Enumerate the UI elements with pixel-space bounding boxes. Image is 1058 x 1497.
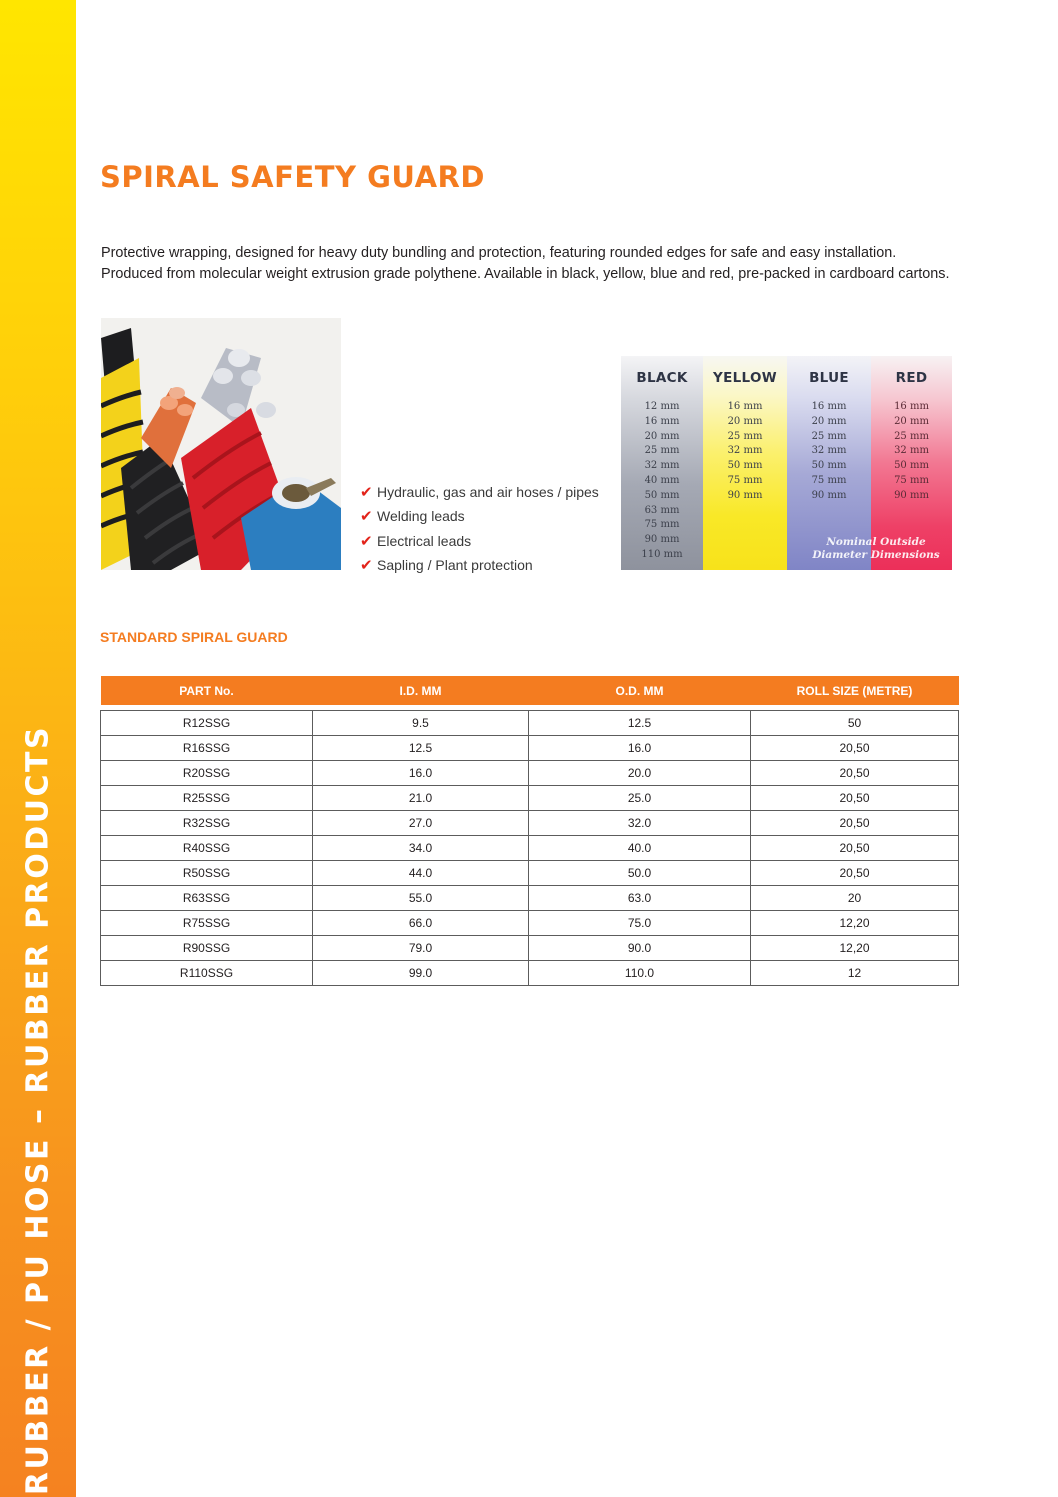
size-item: 50 mm xyxy=(727,460,763,472)
table-row xyxy=(101,936,959,961)
cell-part-no: R25SSG xyxy=(101,786,313,811)
size-item: 25 mm xyxy=(727,430,763,442)
cell-roll-size: 20 xyxy=(751,886,959,911)
size-item: 32 mm xyxy=(727,445,763,457)
size-item: 16 mm xyxy=(894,401,929,412)
list-item xyxy=(360,504,599,528)
size-item: 20 mm xyxy=(727,415,763,427)
size-item: 20 mm xyxy=(644,430,680,442)
cell-od: 25.0 xyxy=(529,786,751,811)
table-row xyxy=(101,811,959,836)
size-item: 50 mm xyxy=(644,489,680,501)
check-icon: ✔ xyxy=(360,532,373,550)
colour-column-black xyxy=(621,356,703,570)
size-item: 90 mm xyxy=(727,489,763,501)
size-item: 50 mm xyxy=(894,460,929,472)
size-item: 32 mm xyxy=(811,445,847,457)
size-item: 32 mm xyxy=(894,445,929,457)
size-item: 25 mm xyxy=(811,430,847,442)
cell-roll-size: 20,50 xyxy=(751,761,959,786)
size-item: 20 mm xyxy=(894,415,929,427)
size-list xyxy=(871,400,952,504)
size-list xyxy=(703,400,787,504)
intro-line-2: Produced from molecular weight extrusion grade polythene. Available in black, yellow, blue and red, pre-packed in cardboard cartons. xyxy=(101,266,950,282)
colour-heading: BLUE xyxy=(809,370,849,386)
table-row xyxy=(101,886,959,911)
cell-od: 63.0 xyxy=(529,886,751,911)
colour-heading: RED xyxy=(895,370,928,386)
cell-part-no: R40SSG xyxy=(101,836,313,861)
size-item: 25 mm xyxy=(644,445,680,457)
sidebar-category-text: RUBBER / PU HOSE – RUBBER PRODUCTS xyxy=(20,724,56,1496)
size-item: 32 mm xyxy=(644,460,680,472)
colour-heading: YELLOW xyxy=(713,370,777,386)
cell-od: 40.0 xyxy=(529,836,751,861)
table-row xyxy=(101,786,959,811)
cell-od: 110.0 xyxy=(529,961,751,986)
page-title: SPIRAL SAFETY GUARD xyxy=(100,160,485,194)
list-item xyxy=(360,529,599,553)
application-label: Sapling / Plant protection xyxy=(377,557,533,574)
cell-roll-size: 12 xyxy=(751,961,959,986)
cell-part-no: R63SSG xyxy=(101,886,313,911)
application-label: Electrical leads xyxy=(377,532,472,549)
table-row xyxy=(101,736,959,761)
sidebar-band xyxy=(0,0,76,1497)
size-list xyxy=(621,400,703,563)
cell-od: 20.0 xyxy=(529,761,751,786)
application-label: Hydraulic, gas and air hoses / pipes xyxy=(377,484,599,501)
size-item: 90 mm xyxy=(644,534,680,546)
cell-od: 90.0 xyxy=(529,936,751,961)
application-label: Welding leads xyxy=(377,508,465,525)
cell-id: 55.0 xyxy=(313,886,529,911)
chart-note xyxy=(801,536,951,562)
cell-id: 79.0 xyxy=(313,936,529,961)
cell-id: 21.0 xyxy=(313,786,529,811)
cell-roll-size: 20,50 xyxy=(751,736,959,761)
size-item: 12 mm xyxy=(644,401,680,412)
cell-id: 99.0 xyxy=(313,961,529,986)
cell-od: 12.5 xyxy=(529,711,751,736)
check-icon: ✔ xyxy=(360,557,373,575)
size-list xyxy=(787,400,871,504)
cell-roll-size: 12,20 xyxy=(751,911,959,936)
cell-od: 16.0 xyxy=(529,736,751,761)
cell-roll-size: 12,20 xyxy=(751,936,959,961)
colour-column-yellow xyxy=(703,356,787,570)
cell-od: 50.0 xyxy=(529,861,751,886)
section-title: STANDARD SPIRAL GUARD xyxy=(100,629,288,645)
cell-id: 27.0 xyxy=(313,811,529,836)
size-item: 110 mm xyxy=(641,548,683,560)
cell-roll-size: 20,50 xyxy=(751,786,959,811)
product-photo xyxy=(101,318,341,570)
spiral-guard-illustration xyxy=(101,318,341,570)
table-header-row xyxy=(101,676,959,705)
header-part-no: PART No. xyxy=(101,676,313,705)
intro-line-1: Protective wrapping, designed for heavy duty bundling and protection, featuring rounded edges for safe and easy installation. xyxy=(101,245,897,261)
cell-id: 12.5 xyxy=(313,736,529,761)
cell-id: 16.0 xyxy=(313,761,529,786)
check-icon: ✔ xyxy=(360,508,373,526)
table-row xyxy=(101,911,959,936)
size-item: 40 mm xyxy=(644,474,680,486)
size-item: 75 mm xyxy=(811,474,847,486)
cell-id: 66.0 xyxy=(313,911,529,936)
cell-roll-size: 50 xyxy=(751,711,959,736)
colour-size-chart xyxy=(621,356,952,570)
cell-part-no: R32SSG xyxy=(101,811,313,836)
spec-table xyxy=(100,676,959,986)
size-item: 90 mm xyxy=(894,489,929,501)
cell-part-no: R75SSG xyxy=(101,911,313,936)
cell-part-no: R90SSG xyxy=(101,936,313,961)
cell-roll-size: 20,50 xyxy=(751,861,959,886)
table-row xyxy=(101,836,959,861)
table-row xyxy=(101,861,959,886)
size-item: 63 mm xyxy=(644,504,680,516)
size-item: 50 mm xyxy=(811,460,847,472)
chart-note-line-1: Nominal Outside xyxy=(826,536,926,548)
header-roll-size: ROLL SIZE (METRE) xyxy=(751,676,959,705)
cell-roll-size: 20,50 xyxy=(751,836,959,861)
header-id-mm: I.D. MM xyxy=(313,676,529,705)
cell-part-no: R20SSG xyxy=(101,761,313,786)
cell-id: 9.5 xyxy=(313,711,529,736)
size-item: 16 mm xyxy=(644,415,680,427)
list-item xyxy=(360,480,599,504)
header-od-mm: O.D. MM xyxy=(529,676,751,705)
size-item: 16 mm xyxy=(727,401,763,412)
size-item: 25 mm xyxy=(894,430,929,442)
size-item: 90 mm xyxy=(811,489,847,501)
cell-part-no: R110SSG xyxy=(101,961,313,986)
application-list xyxy=(360,480,599,577)
cell-part-no: R16SSG xyxy=(101,736,313,761)
colour-heading: BLACK xyxy=(636,370,688,386)
table-row xyxy=(101,761,959,786)
cell-od: 75.0 xyxy=(529,911,751,936)
list-item xyxy=(360,553,599,577)
cell-roll-size: 20,50 xyxy=(751,811,959,836)
cell-od: 32.0 xyxy=(529,811,751,836)
size-item: 75 mm xyxy=(644,519,680,531)
cell-part-no: R50SSG xyxy=(101,861,313,886)
size-item: 20 mm xyxy=(811,415,847,427)
table-row xyxy=(101,711,959,736)
size-item: 16 mm xyxy=(811,401,847,412)
check-icon: ✔ xyxy=(360,484,373,502)
chart-note-line-2: Diameter Dimensions xyxy=(812,549,940,561)
cell-id: 34.0 xyxy=(313,836,529,861)
table-row xyxy=(101,961,959,986)
cell-part-no: R12SSG xyxy=(101,711,313,736)
size-item: 75 mm xyxy=(894,474,929,486)
intro-paragraph xyxy=(101,243,1001,285)
cell-id: 44.0 xyxy=(313,861,529,886)
size-item: 75 mm xyxy=(727,474,763,486)
